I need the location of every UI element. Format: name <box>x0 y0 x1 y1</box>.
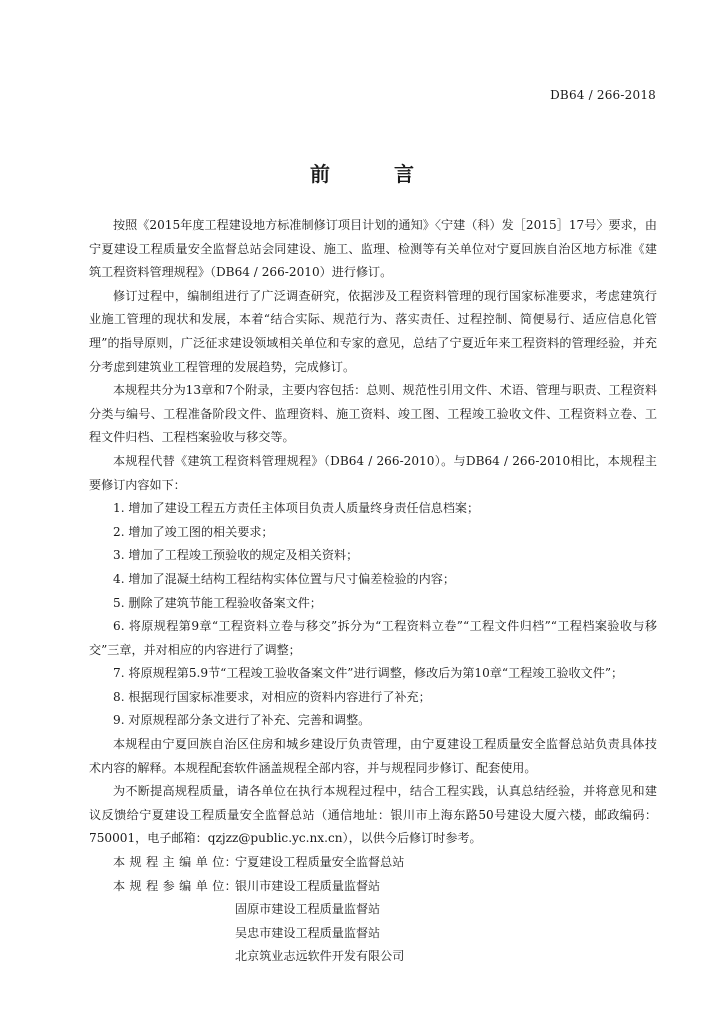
participating-unit: 银川市建设工程质量监督站 <box>235 878 381 893</box>
participating-editors-row <box>89 875 657 969</box>
changes-list <box>89 497 657 733</box>
list-item: 1. 增加了建设工程五方责任主体项目负责人质量终身责任信息档案； <box>113 501 480 516</box>
chief-editor-row <box>89 851 657 875</box>
replacement-paragraph: 本规程代替《建筑工程资料管理规程》（DB64 / 266-2010）。与DB64 / 266-2010相比，本规程主要修订内容如下： <box>89 453 657 492</box>
list-item: 8. 根据现行国家标准要求，对相应的资料内容进行了补充； <box>113 689 431 704</box>
editors-section <box>89 851 657 969</box>
list-item: 3. 增加了工程竣工预验收的规定及相关资料； <box>113 548 359 563</box>
feedback-paragraph: 为不断提高规程质量，请各单位在执行本规程过程中，结合工程实践，认真总结经验，并将意见和建议反馈给宁夏建设工程质量安全监督总站（通信地址：银川市上海东路50号建设大厦六楼，邮政编码：750001，电子邮箱：qzjzz@public.yc.nx.cn），以供今后修订时参考。 <box>89 784 657 846</box>
list-item: 5. 删除了建筑节能工程验收备案文件； <box>113 595 322 610</box>
intro-paragraph: 按照《2015年度工程建设地方标准制修订项目计划的通知》〈宁建（科）发［2015］17号〉要求，由宁夏建设工程质量安全监督总站会同建设、施工、监理、检测等有关单位对宁夏回族自治区地方标准《建筑工程资料管理规程》（DB64 / 266-2010）进行修订。 <box>89 218 657 280</box>
page-title: 前 言 <box>310 162 436 186</box>
list-item: 6. 将原规程第9章“工程资料立卷与移交”拆分为“工程资料立卷”“工程文件归档”“工程档案验收与移交”三章，并对相应的内容进行了调整； <box>89 619 657 657</box>
list-item: 9. 对原规程部分条文进行了补充、完善和调整。 <box>113 713 371 728</box>
chief-editor-label: 本 规 程 主 编 单 位： <box>113 855 238 870</box>
scope-paragraph: 本规程共分为13章和7个附录，主要内容包括：总则、规范性引用文件、术语、管理与职责、工程资料分类与编号、工程准备阶段文件、监理资料、施工资料、竣工图、工程竣工验收文件、工程资料立卷、工程文件归档、工程档案验收与移交等。 <box>89 383 657 445</box>
revision-process-paragraph: 修订过程中，编制组进行了广泛调查研究，依据涉及工程资料管理的现行国家标准要求，考虑建筑行业施工管理的现状和发展，本着“结合实际、规范行为、落实责任、过程控制、简便易行、适应信息化管理”的指导原则，广泛征求建设领域相关单位和专家的意见，总结了宁夏近年来工程资料的管理经验，并充分考虑到建筑业工程管理的发展趋势，完成修订。 <box>89 288 657 374</box>
list-item: 7. 将原规程第5.9节“工程竣工验收备案文件”进行调整，修改后为第10章“工程竣工验收文件”； <box>113 666 624 681</box>
participating-unit: 固原市建设工程质量监督站 <box>235 902 381 917</box>
document-body <box>89 214 657 969</box>
chief-editor-unit: 宁夏建设工程质量安全监督总站 <box>235 855 405 870</box>
management-paragraph: 本规程由宁夏回族自治区住房和城乡建设厅负责管理，由宁夏建设工程质量安全监督总站负责具体技术内容的解释。本规程配套软件涵盖规程全部内容，并与规程同步修订、配套使用。 <box>89 737 657 775</box>
list-item: 2. 增加了竣工图的相关要求； <box>113 524 274 539</box>
participating-editors-label: 本 规 程 参 编 单 位： <box>113 878 238 893</box>
list-item: 4. 增加了混凝土结构工程结构实体位置与尺寸偏差检验的内容； <box>113 571 455 586</box>
participating-unit: 北京筑业志远软件开发有限公司 <box>235 949 405 964</box>
standard-code: DB64 / 266-2018 <box>550 88 656 102</box>
participating-unit: 吴忠市建设工程质量监督站 <box>235 925 381 940</box>
